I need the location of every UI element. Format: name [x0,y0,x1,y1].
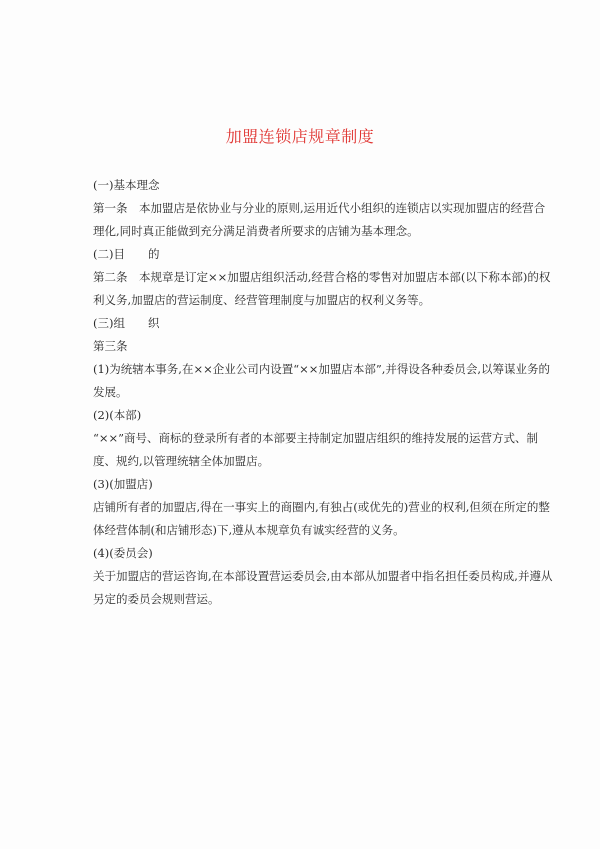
clause-4-heading: (4)(委员会) [93,546,153,560]
clause-4-text: 关于加盟店的营运咨询,在本部设置营运委员会,由本部从加盟者中指名担任委员构成,并遵从另定的委员会规则营运。 [93,569,553,606]
clause-2-heading: (2)(本部) [93,408,142,422]
article-2: 第二条 本规章是订定××加盟店组织活动,经营合格的零售对加盟店本部(以下称本部)的权利义务,加盟店的营运制度、经营管理制度与加盟店的权利义务等。 [93,270,551,307]
section-heading-basic-concept: (一)基本理念 [93,178,160,192]
document-title: 加盟连锁店规章制度 [225,127,375,146]
article-3: 第三条 [93,339,128,353]
clause-2-text: “××”商号、商标的登录所有者的本部要主持制定加盟店组织的维持发展的运营方式、制度、规约,以管理统辖全体加盟店。 [93,431,539,468]
clause-1: (1)为统辖本事务,在××企业公司内设置“××加盟店本部”,并得设各种委员会,以筹谋业务的发展。 [93,362,551,399]
section-heading-organization: (三)组 织 [93,316,160,330]
section-heading-purpose: (二)目 的 [93,247,160,261]
clause-3-text: 店铺所有者的加盟店,得在一事实上的商圈内,有独占(或优先的)营业的权利,但须在所定的整体经营体制(和店铺形态)下,遵从本规章负有诚实经营的义务。 [93,500,550,537]
clause-3-heading: (3)(加盟店) [93,477,153,491]
document-body [93,174,553,611]
article-1: 第一条 本加盟店是依协业与分业的原则,运用近代小组织的连锁店以实现加盟店的经营合理化,同时真正能做到充分满足消费者所要求的店铺为基本理念。 [93,201,546,238]
